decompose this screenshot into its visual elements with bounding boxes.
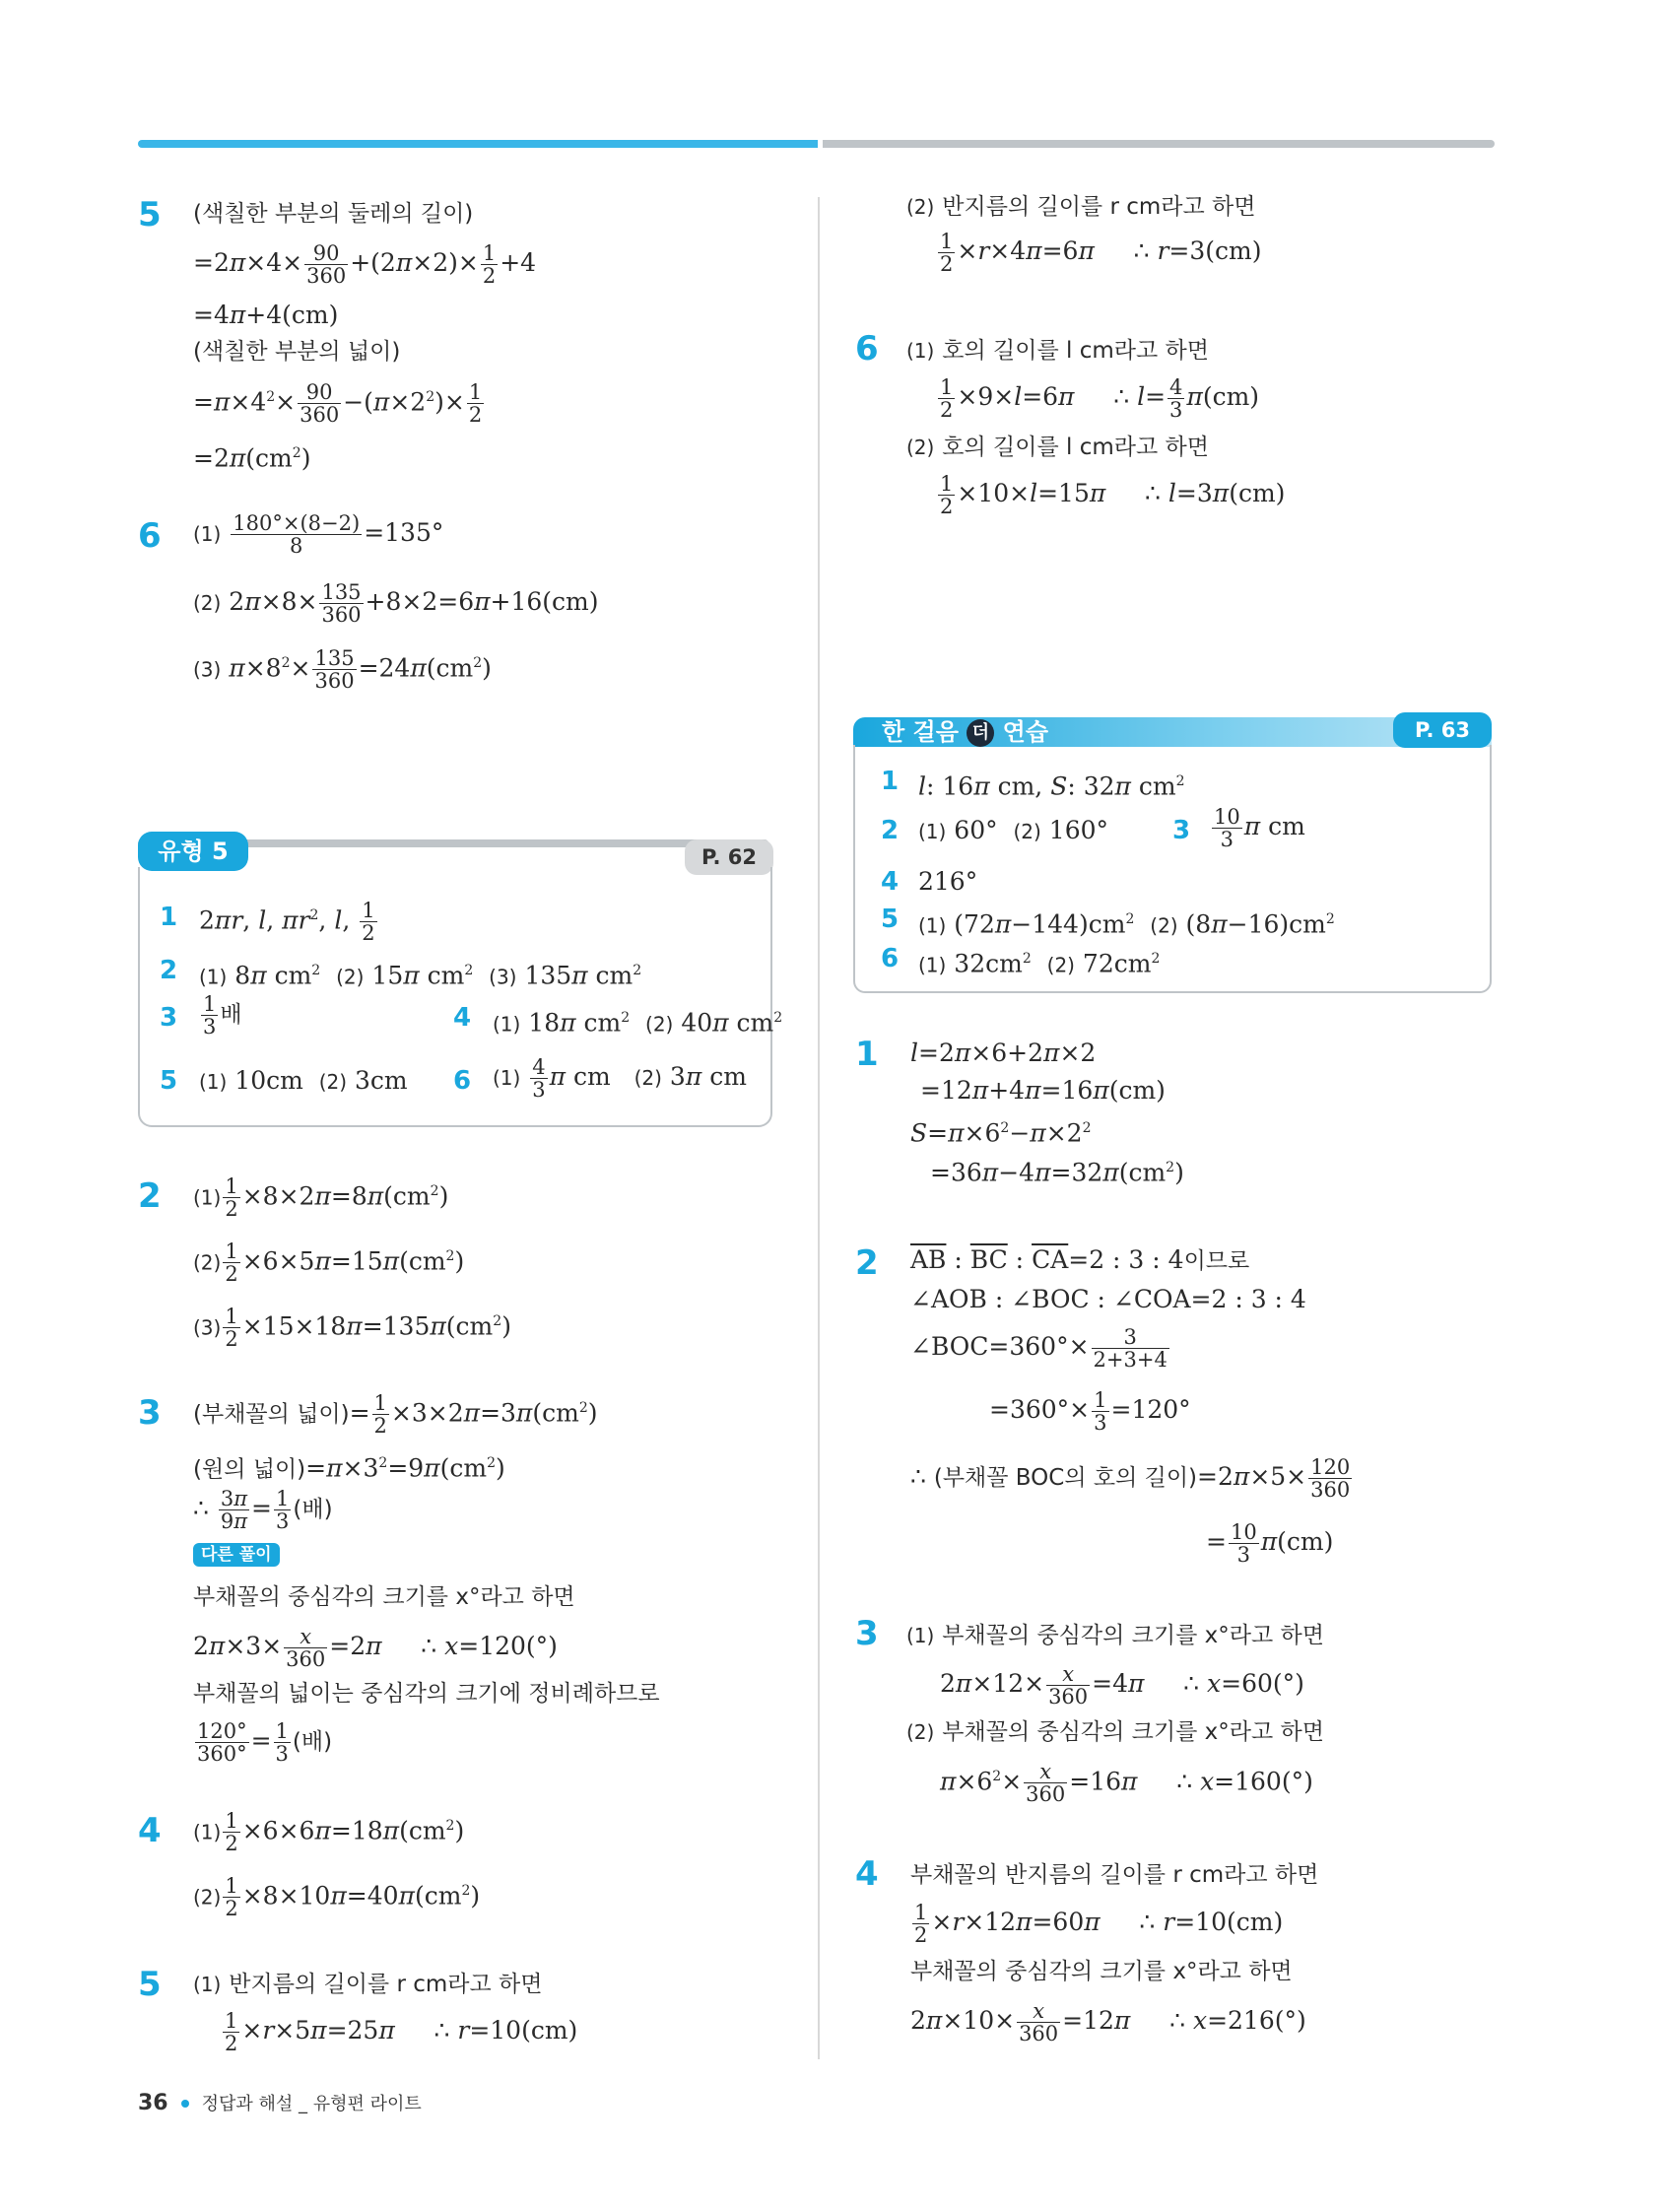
equation: (2) $\frac{1}{2}$ $\times 8\times 10\pi=40\pi(cm^2)$ — [193, 1874, 481, 1921]
label: (부채꼴의 넓이) — [193, 1401, 350, 1428]
alt-solution-badge: 다른 풀이 — [193, 1543, 280, 1567]
problem-number: 1 — [855, 1035, 879, 1074]
problem-number: 2 — [855, 1243, 879, 1283]
answer: $\frac{1}{3}$ 배 — [203, 992, 242, 1039]
equation: ∠BOC=360°× $\frac{3}{2+3+4}$ — [910, 1325, 1168, 1372]
answer-number: 6 — [881, 944, 900, 973]
equation: 2π×12× $\frac{x}{360}$ =4π ∴ x=60(°) — [940, 1662, 1304, 1709]
equation: $=\pi\times 4^2\times$ $\frac{90}{360}$ $-(\pi\times 2^2)\times$ $\frac{1}{2}$ — [193, 380, 483, 428]
answer-number: 6 — [453, 1066, 472, 1096]
page-reference: P. 63 — [1393, 712, 1492, 748]
section-tag — [882, 717, 1048, 747]
section-tag: 유형 5 — [138, 832, 248, 871]
answer-number: 3 — [160, 1003, 178, 1033]
answer-number: 1 — [881, 767, 900, 796]
footer — [138, 2089, 422, 2119]
answer-number: 3 — [1172, 816, 1191, 845]
problem-number: 3 — [138, 1393, 162, 1433]
equation: 2π×10× $\frac{x}{360}$ =12π ∴ x=216(°) — [910, 1999, 1306, 2045]
label: (색칠한 부분의 넓이) — [193, 339, 401, 365]
problem-number: 6 — [138, 516, 162, 556]
equation: =4π+4(cm) — [193, 301, 339, 329]
equation: $\frac{1}{2}$ ×r×5π=25π ∴ r=10(cm) — [225, 2009, 578, 2055]
equation: l=2π×6+2π×2 — [910, 1039, 1097, 1067]
problem-number: 4 — [855, 1854, 879, 1894]
header-bar-left — [138, 140, 818, 148]
equation: (3) $\pi\times 8^2\times$ $\frac{135}{360}$ $=24\pi(cm^2)$ — [193, 646, 492, 694]
label: 부채꼴의 반지름의 길이를 r cm라고 하면 — [910, 1862, 1319, 1888]
problem-number: 5 — [138, 1965, 162, 2004]
equation: (원의 넓이)$=\pi\times 3^2=9\pi(cm^2)$ — [193, 1453, 505, 1483]
equation: (2) 반지름의 길이를 r cm라고 하면 — [906, 194, 1256, 220]
equation: $=36\pi-4\pi=32\pi(cm^2)$ — [930, 1158, 1184, 1187]
equation: (1) $\frac{180^\circ\times(8-2)}{8}$ =135° — [193, 511, 444, 558]
equation: =2π×4× $\frac{90}{360}$ +(2π×2)× $\frac{1}{2}$ +4 — [193, 241, 537, 288]
problem-number: 5 — [138, 195, 162, 235]
bullet-icon — [181, 2100, 189, 2108]
equation: =12π+4π=16π(cm) — [920, 1076, 1166, 1105]
equation: $\overline{AB}$ : $\overline{BC}$ : $\overline{CA}=2$ : 3 : 4이므로 — [910, 1245, 1250, 1274]
section-tag-text: 한 걸음 — [882, 718, 959, 746]
page-reference: P. 62 — [685, 839, 773, 875]
equation: (1) $\frac{1}{2}$ $\times 6\times 6\pi=18\pi(cm^2)$ — [193, 1809, 465, 1856]
answer: 2πr, l, $\pi r^2$, l, $\frac{1}{2}$ — [199, 899, 375, 946]
equation: $\frac{120^\circ}{360^\circ}$ = $\frac{1}{3}$ (배) — [197, 1719, 333, 1766]
problem-number: 4 — [138, 1811, 162, 1850]
label: 부채꼴의 중심각의 크기를 x°라고 하면 — [942, 1719, 1324, 1745]
answer: 216° — [918, 867, 978, 896]
equation: (1) 부채꼴의 중심각의 크기를 x°라고 하면 — [906, 1623, 1324, 1648]
equation: (1) 반지름의 길이를 r cm라고 하면 — [193, 1972, 543, 1997]
equation: ∴ (부채꼴 BOC의 호의 길이)=2π×5× $\frac{120}{360}$ — [910, 1455, 1351, 1502]
label: 부채꼴의 넓이는 중심각의 크기에 정비례하므로 — [193, 1681, 660, 1707]
answer: (1) $32cm^2$ (2) $72cm^2$ — [918, 949, 1161, 978]
problem-number: 3 — [855, 1614, 879, 1653]
column-divider — [818, 197, 820, 2059]
label: 반지름의 길이를 r cm라고 하면 — [229, 1972, 543, 1997]
answer: (1) $(72\pi-144)cm^2$ (2) $(8\pi-16)cm^2$ — [918, 909, 1335, 939]
label: (부채꼴 BOC의 호의 길이) — [933, 1465, 1198, 1491]
footer-text: 정답과 해설 _ 유형편 라이트 — [201, 2094, 422, 2114]
problem-number: 2 — [138, 1176, 162, 1216]
unit-label: (배) — [292, 1729, 333, 1755]
answer-number: 4 — [881, 867, 900, 897]
equation: ∴ $\frac{3\pi}{9\pi}$ = $\frac{1}{3}$ (배) — [193, 1487, 333, 1533]
answer: (1) $\frac{4}{3}$ π cm (2) 3π cm — [493, 1055, 747, 1102]
answer: (1) 8π $cm^2$ (2) 15π $cm^2$ (3) 135π $cm^2$ — [199, 961, 642, 990]
label: 부채꼴의 중심각의 크기를 x°라고 하면 — [942, 1623, 1324, 1648]
equation: (2) $\frac{1}{2}$ $\times 6\times 5\pi=15\pi(cm^2)$ — [193, 1240, 465, 1287]
answer: $\frac{10}{3}$ π cm — [1214, 805, 1305, 851]
equation: $\frac{1}{2}$ ×r×12π=60π ∴ r=10(cm) — [914, 1901, 1284, 1947]
equation: $=2\pi(cm^2)$ — [193, 443, 311, 473]
answer: (1) 18π $cm^2$ (2) 40π $cm^2$ — [493, 1008, 783, 1038]
answer: l: 16π cm, S: 32π $cm^2$ — [918, 771, 1185, 801]
equation: $\frac{1}{2}$ ×r×4π=6π ∴ r=3(cm) — [940, 230, 1262, 276]
equation: $\frac{1}{2}$ ×9×l=6π ∴ l= $\frac{4}{3}$ π(cm) — [940, 375, 1260, 422]
label: 부채꼴의 중심각의 크기를 x°라고 하면 — [910, 1959, 1293, 1984]
equation: (2) 부채꼴의 중심각의 크기를 x°라고 하면 — [906, 1719, 1324, 1745]
problem-number: 6 — [855, 329, 879, 369]
equation: 2π×3× $\frac{x}{360}$ =2π ∴ x=120(°) — [193, 1625, 558, 1671]
equation: (1) $\frac{1}{2}$ $\times 8\times 2\pi=8\pi(cm^2)$ — [193, 1174, 449, 1222]
equation: $\frac{1}{2}$ ×10×l=15π ∴ l=3π(cm) — [940, 472, 1286, 518]
answer-number: 4 — [453, 1003, 472, 1033]
equation: =360°× $\frac{1}{3}$ =120° — [989, 1388, 1191, 1435]
equation: $\pi\times 6^2\times$ $\frac{x}{360}$ =16π ∴ x=160(°) — [940, 1760, 1313, 1807]
label: (원의 넓이) — [193, 1456, 306, 1483]
label: 부채꼴의 중심각의 크기를 x°라고 하면 — [193, 1584, 575, 1610]
section-tag-text: 연습 — [1002, 718, 1049, 746]
answer-number: 5 — [881, 905, 900, 934]
answer: (1) 60° (2) 160° — [918, 816, 1109, 844]
label: 호의 길이를 l cm라고 하면 — [942, 338, 1209, 364]
equation: (2) 호의 길이를 l cm라고 하면 — [906, 435, 1209, 460]
label: 반지름의 길이를 r cm라고 하면 — [942, 194, 1256, 220]
answer-number: 2 — [160, 956, 178, 985]
equation: $S=\pi\times 6^2-\pi\times 2^2$ — [910, 1118, 1092, 1148]
equation: (부채꼴의 넓이)= $\frac{1}{2}$ $\times 3\times 2\pi=3\pi(cm^2)$ — [193, 1391, 598, 1439]
label: 이므로 — [1183, 1248, 1250, 1274]
label: (색칠한 부분의 둘레의 길이) — [193, 201, 474, 227]
page-number: 36 — [138, 2091, 168, 2115]
equation: = $\frac{10}{3}$ π(cm) — [1206, 1520, 1334, 1567]
answer-number: 2 — [881, 816, 900, 845]
unit-label: 배 — [220, 1002, 242, 1028]
equation: (1) 호의 길이를 l cm라고 하면 — [906, 338, 1209, 364]
header-bar-right — [823, 140, 1495, 148]
label: 호의 길이를 l cm라고 하면 — [942, 435, 1209, 460]
section-tag-badge: 더 — [967, 719, 994, 747]
equation: (2) 2π×8× $\frac{135}{360}$ +8×2=6π+16(cm) — [193, 580, 599, 627]
unit-label: (배) — [293, 1497, 333, 1522]
equation: (3) $\frac{1}{2}$ $\times 15\times 18\pi=135\pi(cm^2)$ — [193, 1305, 511, 1352]
answer: (1) 10cm (2) 3cm — [199, 1066, 408, 1095]
answer-number: 5 — [160, 1066, 178, 1096]
equation: ∠AOB : ∠BOC : ∠COA=2 : 3 : 4 — [910, 1285, 1306, 1313]
answer-number: 1 — [160, 903, 178, 932]
